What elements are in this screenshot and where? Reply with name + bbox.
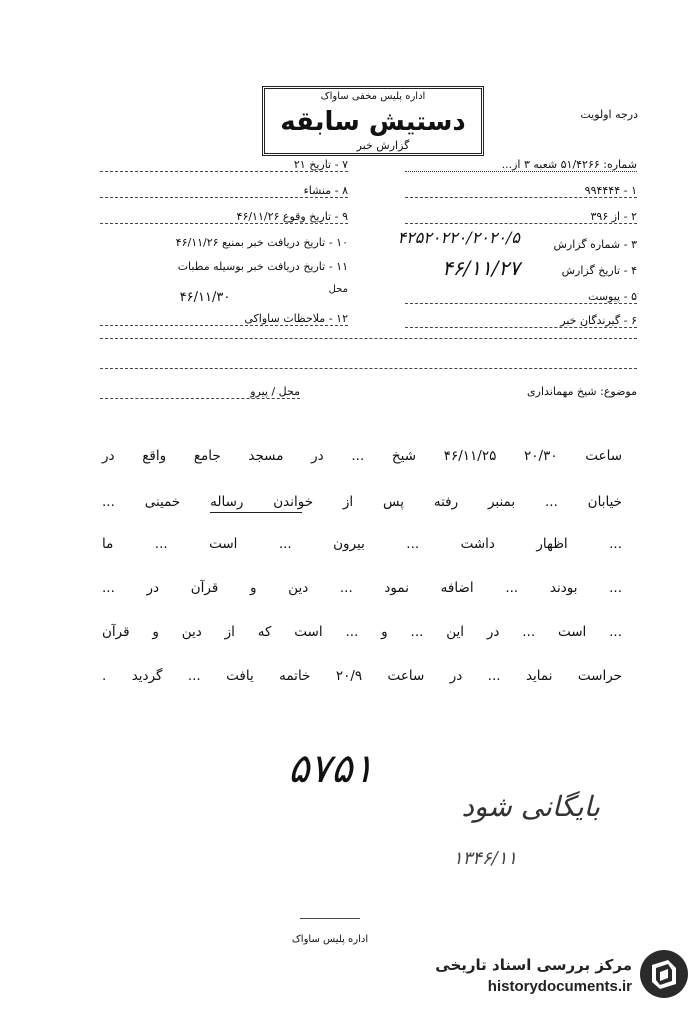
form-left-11: ۱۱ - تاریخ دریافت خبر بوسیله مطبات (177, 260, 348, 273)
body-line-2: خیابان ... بمنبر رفته پس از خواندن رساله خمینی ... (102, 494, 622, 510)
priority-label: درجه اولویت (580, 108, 638, 121)
form-left-7: ۷ - تاریخ ۲۱ (100, 158, 348, 172)
handwritten-signature: بایگانی شود (461, 790, 600, 823)
archive-logo-icon (638, 948, 690, 1000)
form-right-1: شماره: ۵۱/۴۲۶۶ شعبه ۳ از... (405, 158, 637, 172)
subject-label: موضوع: شیخ مهمانداری (527, 385, 637, 398)
form-right-2: ۱ - ۹۹۴۴۴۴ (405, 184, 637, 198)
underline-mark (210, 512, 302, 513)
form-left-10: ۱۰ - تاریخ دریافت خبر بمنبع ۴۶/۱۱/۲۶ (175, 236, 348, 249)
footer-org-name: مرکز بررسی اسناد تاریخی (435, 956, 632, 974)
stamp-main-text: دستیش سابقه (280, 107, 466, 137)
bottom-label: اداره پلیس ساواک (291, 934, 369, 945)
body-line-6: حراست نماید ... در ساعت ۲۰/۹ خاتمه یافت ... گردید . (102, 668, 622, 684)
form-right-4-value: ۴۲۵۲۰۲۲۰/۲۰۲۰/۵ (397, 228, 520, 247)
footer-website[interactable]: historydocuments.ir (487, 978, 632, 995)
handwritten-number: ۵۷۵۱ (288, 746, 374, 792)
form-left-13: ۱۲ - ملاحظات ساواکی (100, 312, 348, 326)
body-line-1: ساعت ۲۰/۳۰ ۴۶/۱۱/۲۵ شیخ ... در مسجد جامع واقع در (102, 448, 623, 464)
form-right-5-value: ۴۶/۱۱/۲۷ (442, 256, 520, 280)
classification-stamp (262, 86, 484, 156)
reference-label: محل / پیرو (100, 385, 300, 399)
form-right-6: ۵ - پیوست (405, 290, 637, 304)
stamp-bottom-text: گزارش خبر (356, 139, 410, 152)
form-right-3: ۲ - از ۳۹۶ (405, 210, 637, 224)
separator-line (100, 368, 637, 369)
form-left-12-value: ۴۶/۱۱/۳۰ (179, 290, 231, 305)
form-right-4-label: ۳ - شماره گزارش (553, 238, 637, 251)
body-line-4: ... بودند ... اضافه نمود ... دین و قرآن در ... (102, 580, 622, 596)
form-left-12-label: محل (328, 284, 348, 295)
form-left-8: ۸ - منشاء (100, 184, 348, 198)
form-right-5-label: ۴ - تاریخ گزارش (561, 264, 637, 277)
body-line-3: ... اظهار داشت ... بیرون ... است ... ما (102, 536, 622, 552)
handwritten-date: ۱۳۴۶/۱۱ (452, 848, 518, 869)
stamp-top-text: اداره پلیس مخفی ساواک (320, 91, 426, 102)
separator-line (100, 338, 637, 339)
form-right-7: ۶ - گیرندگان خبر (405, 314, 637, 328)
body-line-5: ... است ... در این ... و ... است که از دین و قرآن (102, 624, 622, 640)
bottom-rule (300, 918, 360, 919)
form-left-9: ۹ - تاریخ وقوع ۴۶/۱۱/۲۶ (100, 210, 348, 224)
